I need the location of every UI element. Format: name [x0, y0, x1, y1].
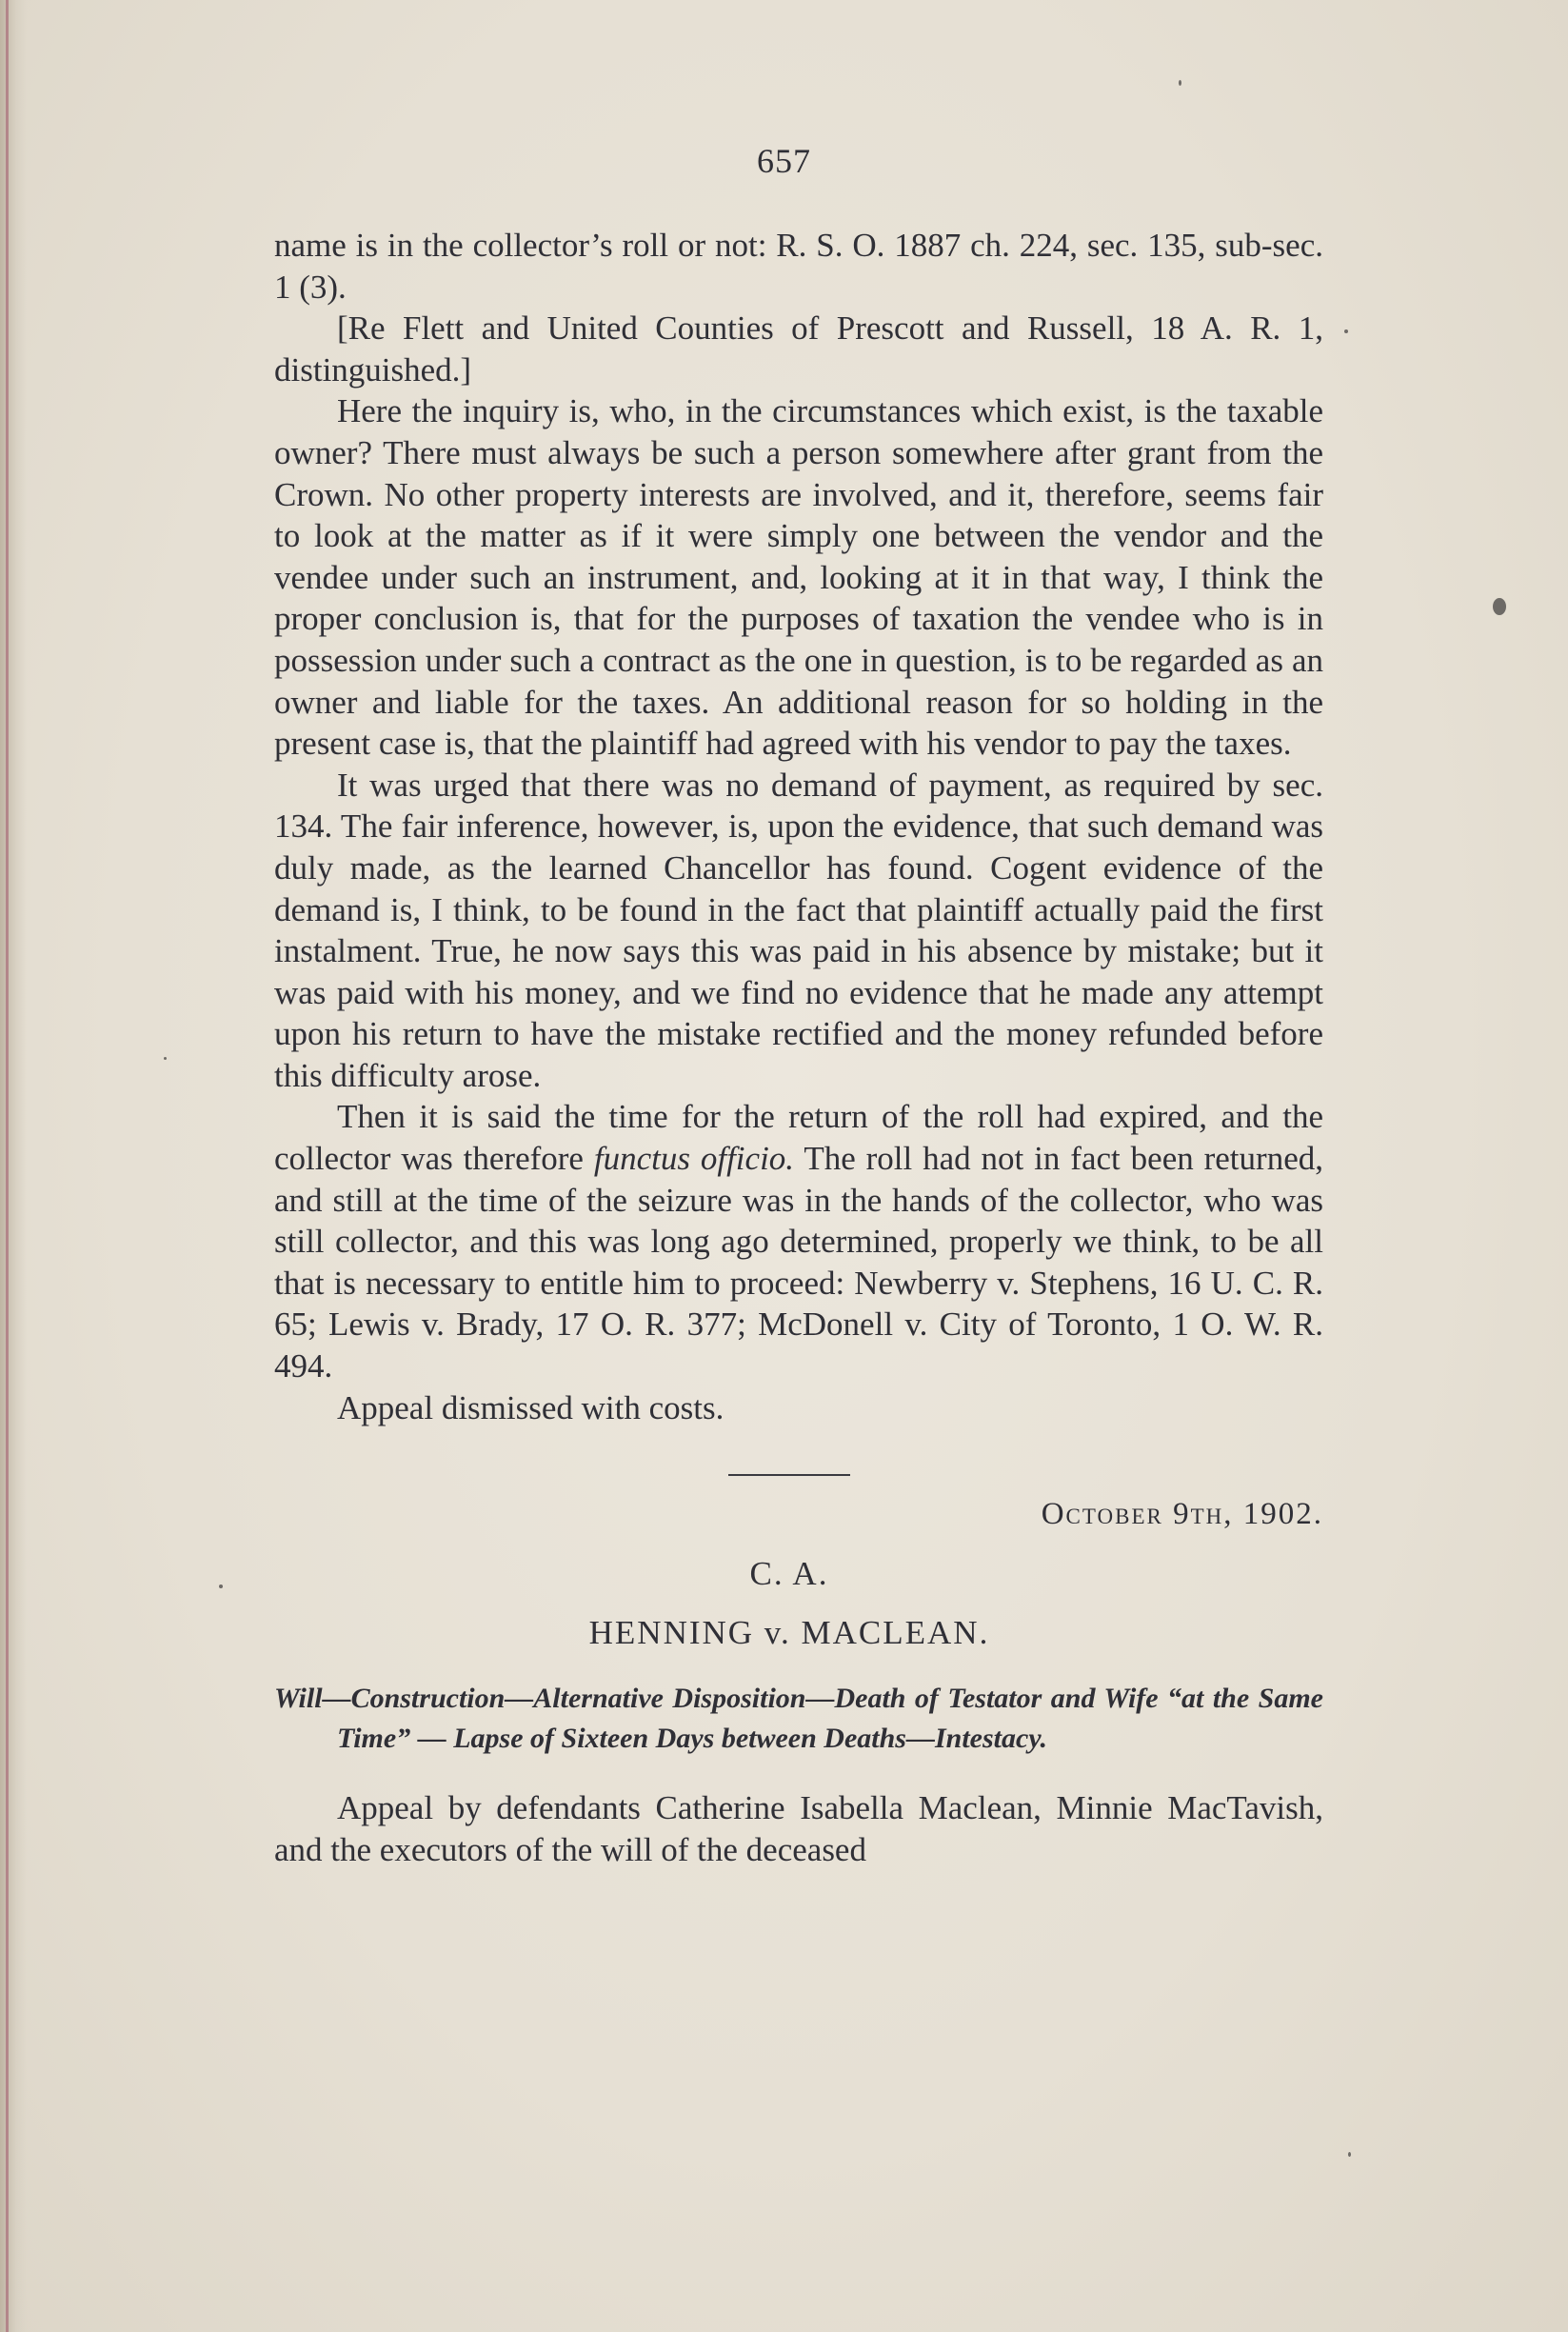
- latin-phrase: functus officio.: [593, 1140, 795, 1178]
- paragraph-roll-return: [274, 1096, 1323, 1386]
- page-content: [274, 225, 1323, 1870]
- appeal-paragraph: Appeal by defendants Catherine Isabella Maclean, Minnie MacTavish, and the executors of the will of the deceased: [274, 1789, 1323, 1868]
- court-label: C. A.: [749, 1555, 829, 1593]
- case-date: October 9th, 1902.: [1041, 1497, 1323, 1532]
- disposition: Appeal dismissed with costs.: [337, 1388, 724, 1426]
- ink-speck: [219, 1585, 223, 1588]
- ink-speck: [1344, 329, 1348, 333]
- page-number: 657: [757, 142, 811, 180]
- paragraph-text: The roll had not in fact been returned, and still at the time of the seizure was in the hands of the collector, who was still collector, and this was long ago determined, properly we think, to be all that is necessary to entitle him to proceed: Newberry v. Stephens, 16 U. C. R. 65; Lewis v. Brady, 17 O. R. 377; McDonell v. City of Toronto, 1 O. W. R. 494.: [274, 1140, 1323, 1385]
- ink-speck: [1348, 2152, 1351, 2157]
- paragraph-text: Then it is said the time for the return of the roll had expired, and the collector was therefore: [274, 1098, 1323, 1178]
- case-title: HENNING v. MACLEAN.: [588, 1614, 990, 1652]
- ink-speck: [1493, 598, 1506, 615]
- binding-shadow: [0, 0, 27, 2332]
- section-divider: [728, 1474, 850, 1476]
- paragraph-taxable-owner: Here the inquiry is, who, in the circumstances which exist, is the taxable owner? There must always be such a person somewhere after grant from the Crown. No other property interests are involved, and it, therefore, seems fair to look at the matter as if it were simply one between the vendor and the vendee under such an instrument, and, looking at it in that way, I think the proper conclusion is, that for the purposes of taxation the vendee who is in possession under such a contract as the one in question, is to be regarded as an owner and liable for the taxes. An additional reason for so holding in the present case is, that the plaintiff had agreed with his vendor to pay the taxes.: [274, 392, 1323, 763]
- ink-speck: [164, 1057, 167, 1060]
- binding-edge: [6, 0, 9, 2332]
- paragraph-continuation: name is in the collector’s roll or not: R. S. O. 1887 ch. 224, sec. 135, sub-sec. 1 (3).: [274, 227, 1323, 306]
- case-headnote: Will—Construction—Alternative Disposition—Death of Testator and Wife “at the Same Time” — Lapse of Sixteen Days between Deaths—Intestacy.: [274, 1683, 1323, 1755]
- ink-speck: [1179, 80, 1181, 86]
- paragraph-demand-of-payment: It was urged that there was no demand of payment, as required by sec. 134. The fair inference, however, is, upon the evidence, that such demand was duly made, as the learned Chancellor has found. Cogent evidence of the demand is, I think, to be found in the fact that plaintiff actually paid the first instalment. True, he now says this was paid in his absence by mistake; but it was paid with his money, and we find no evidence that he made any attempt upon his return to have the mistake rectified and the money refunded before this difficulty arose.: [274, 766, 1323, 1094]
- reference-note: [Re Flett and United Counties of Prescott and Russell, 18 A. R. 1, distinguished.]: [274, 309, 1323, 389]
